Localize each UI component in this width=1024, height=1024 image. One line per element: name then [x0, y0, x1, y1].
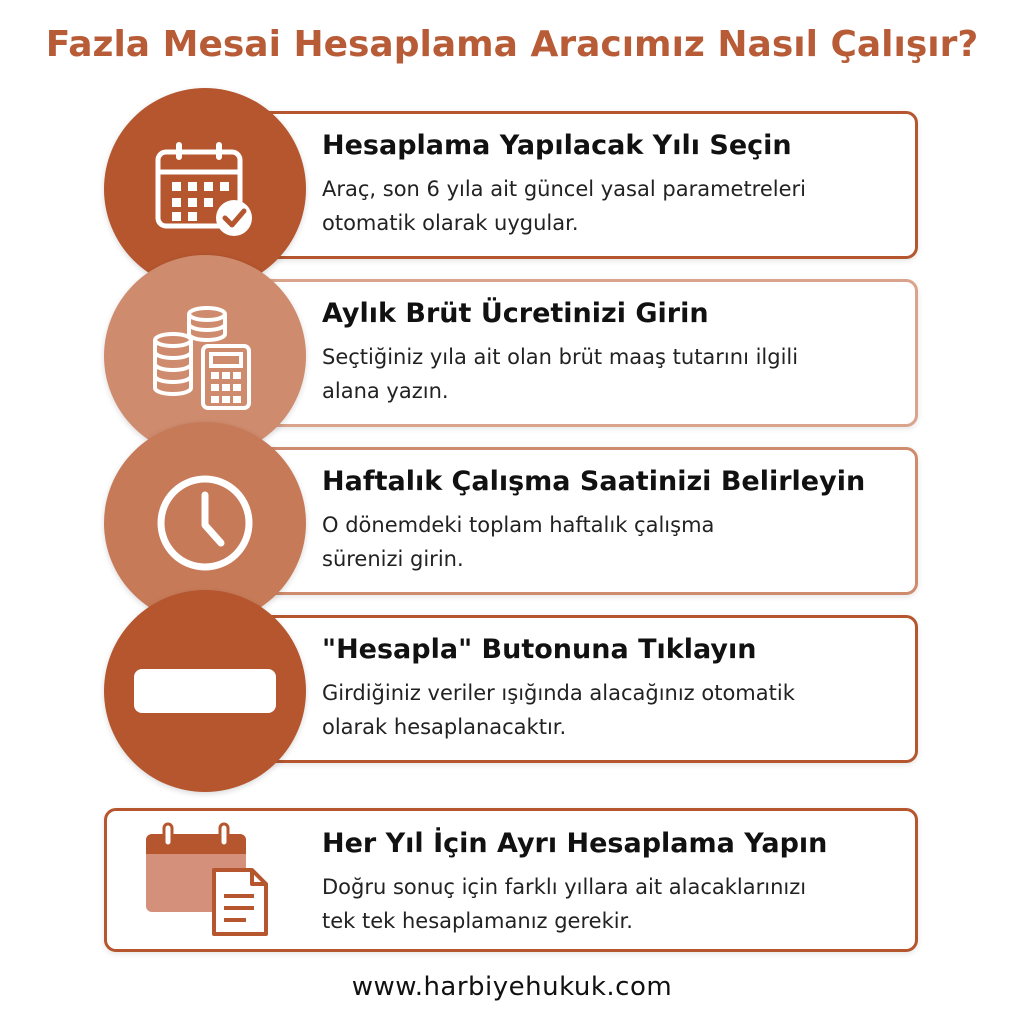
step-3-desc-line-1: O dönemdeki toplam haftalık çalışma: [322, 513, 715, 537]
step-4-circle: [104, 590, 306, 792]
step-1-title: Hesaplama Yapılacak Yılı Seçin: [322, 130, 792, 161]
button-shape-icon: [130, 661, 280, 721]
page-title: Fazla Mesai Hesaplama Aracımız Nasıl Çalışır?: [45, 24, 979, 65]
step-4-desc-line-1: Girdiğiniz veriler ışığında alacağınız otomatik: [322, 681, 795, 705]
step-2-desc-line-1: Seçtiğiniz yıla ait olan brüt maaş tutarını ilgili: [322, 345, 799, 369]
footer-website: www.harbiyehukuk.com: [351, 972, 673, 1002]
step-2-title: Aylık Brüt Ücretinizi Girin: [322, 298, 709, 329]
step-5-title: Her Yıl İçin Ayrı Hesaplama Yapın: [322, 828, 828, 859]
step-1-desc-line-1: Araç, son 6 yıla ait güncel yasal parametreleri: [322, 177, 806, 201]
step-4-desc-line-2: olarak hesaplanacaktır.: [322, 715, 567, 739]
step-5-desc-line-2: tek tek hesaplamanız gerekir.: [322, 909, 633, 933]
step-3-title: Haftalık Çalışma Saatinizi Belirleyin: [322, 466, 866, 497]
step-5-desc-line-1: Doğru sonuç için farklı yıllara ait alacaklarınızı: [322, 875, 807, 899]
step-1-desc-line-2: otomatik olarak uygular.: [322, 211, 579, 235]
step-3-desc-line-2: sürenizi girin.: [322, 547, 464, 571]
clock-icon: [153, 471, 257, 575]
calendar-document-icon: [142, 820, 272, 940]
step-4-title: "Hesapla" Butonuna Tıklayın: [322, 634, 757, 665]
step-2-desc-line-2: alana yazın.: [322, 379, 449, 403]
coins-calculator-icon: [149, 300, 261, 412]
calendar-check-icon: [150, 134, 260, 244]
